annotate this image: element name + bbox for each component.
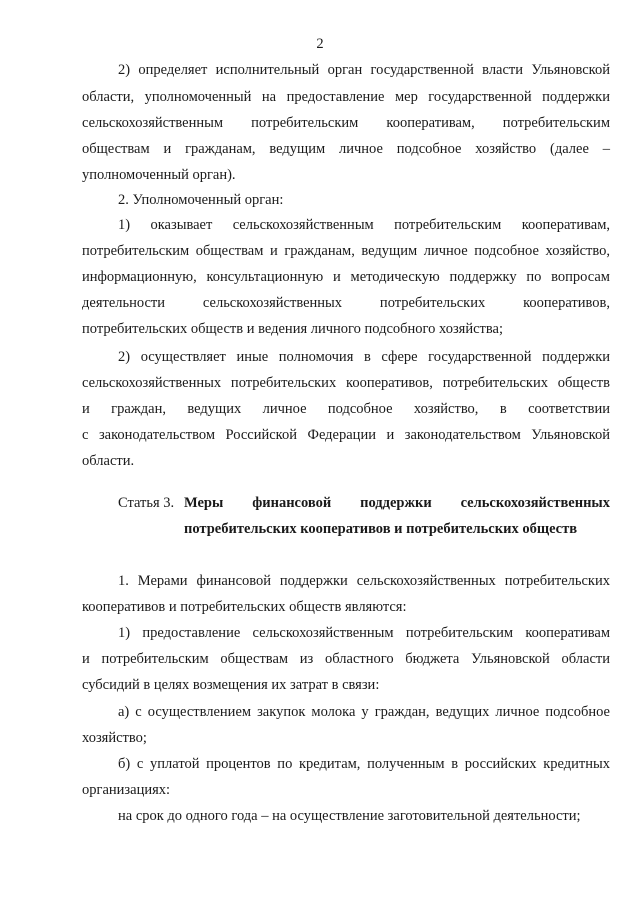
text-line: 1. Мерами финансовой поддержки сельскохозяйственных потребительских — [118, 573, 610, 589]
text-line: потребительских обществ и ведения личного подсобного хозяйства; — [82, 321, 504, 337]
text-line: и потребительским обществам из областного бюджета Ульяновской области — [82, 651, 610, 667]
text-line: 1) предоставление сельскохозяйственным потребительским кооперативам — [118, 625, 610, 641]
page-number: 2 — [316, 36, 324, 52]
text-line: кооперативов и потребительских обществ являются: — [82, 599, 407, 615]
text-line: области. — [82, 453, 135, 469]
text-line: 2. Уполномоченный орган: — [118, 192, 284, 208]
text-line: субсидий в целях возмещения их затрат в связи: — [82, 677, 380, 693]
article-title-line: Меры финансовой поддержки сельскохозяйственных — [184, 495, 610, 511]
text-line: обществам и гражданам, ведущим личное подсобное хозяйство (далее – — [82, 141, 610, 157]
text-line: 2) определяет исполнительный орган государственной власти Ульяновской — [118, 62, 610, 78]
text-line: деятельности сельскохозяйственных потребительских кооперативов, — [82, 295, 610, 311]
article-label: Статья 3. — [118, 495, 175, 511]
text-line: 2) осуществляет иные полномочия в сфере государственной поддержки — [118, 349, 610, 365]
text-line: организациях: — [82, 782, 171, 798]
text-line: области, уполномоченный на предоставление мер государственной поддержки — [82, 89, 610, 105]
text-line: 1) оказывает сельскохозяйственным потребительским кооперативам, — [118, 217, 610, 233]
text-line: хозяйство; — [82, 730, 147, 746]
text-line: б) с уплатой процентов по кредитам, полученным в российских кредитных — [118, 756, 610, 772]
text-line: и граждан, ведущих личное подсобное хозяйство, в соответствии — [82, 401, 610, 417]
text-line: потребительским обществам и гражданам, ведущим личное подсобное хозяйство, — [82, 243, 610, 259]
text-line: сельскохозяйственных потребительских кооперативов, потребительских обществ — [82, 375, 610, 391]
text-line: уполномоченный орган). — [82, 167, 236, 183]
text-line: сельскохозяйственным потребительским кооперативам, потребительским — [82, 115, 610, 131]
text-line: на срок до одного года – на осуществление заготовительной деятельности; — [118, 808, 581, 824]
article-title-line: потребительских кооперативов и потребительских обществ — [184, 521, 578, 537]
text-line: а) с осуществлением закупок молока у граждан, ведущих личное подсобное — [118, 704, 610, 720]
text-line: информационную, консультационную и методическую поддержку по вопросам — [82, 269, 610, 285]
text-line: с законодательством Российской Федерации и законодательством Ульяновской — [82, 427, 610, 443]
